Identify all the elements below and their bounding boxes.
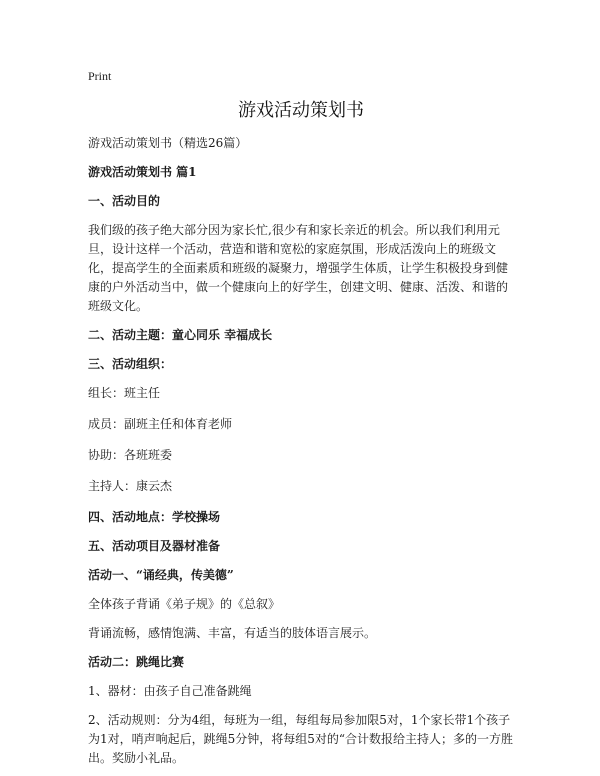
activity-2-item-2: 2、活动规则：分为4组，每班为一组，每组每局参加限5对，1个家长带1个孩子为1对，哨声响起后，跳绳5分钟，将每组5对的“合计数报给主持人；多的一方胜出。奖励小礼品。: [88, 713, 514, 765]
print-link[interactable]: Print: [88, 69, 112, 83]
section-heading-organization: 三、活动组织：: [88, 357, 173, 371]
activity-1-line-2: 背诵流畅，感情饱满、丰富，有适当的肢体语言展示。: [88, 626, 377, 640]
section-heading-location: 四、活动地点：学校操场: [88, 510, 221, 524]
org-host: 主持人：康云杰: [88, 479, 173, 493]
section-heading-projects: 五、活动项目及器材准备: [88, 539, 221, 553]
org-leader: 组长：班主任: [88, 386, 161, 400]
activity-2-item-1: 1、器材：由孩子自己准备跳绳: [88, 684, 252, 698]
section-heading-theme: 二、活动主题：童心同乐 幸福成长: [88, 328, 273, 342]
article-heading: 游戏活动策划书 篇1: [88, 165, 197, 179]
org-assist: 协助：各班班委: [88, 448, 173, 462]
document-subtitle: 游戏活动策划书（精选26篇）: [88, 136, 248, 150]
document-title: 游戏活动策划书: [238, 100, 364, 121]
section-heading-purpose: 一、活动目的: [88, 194, 161, 208]
activity-1-line-1: 全体孩子背诵《弟子规》的《总叙》: [88, 597, 281, 611]
activity-2-heading: 活动二：跳绳比赛: [88, 655, 185, 669]
org-members: 成员：副班主任和体育老师: [88, 417, 233, 431]
section-text-purpose: 我们级的孩子绝大部分因为家长忙,很少有和家长亲近的机会。所以我们利用元旦，设计这样一个活动，营造和谐和宽松的家庭氛围，形成活泼向上的班级文化，提高学生的全面素质和班级的凝聚力，增强学生体质，让学生积极投身到健康的户外活动当中，做一个健康向上的好学生，创建文明、健康、活泼、和谐的班级文化。: [88, 223, 509, 313]
activity-1-heading: 活动一、“诵经典，传美德”: [88, 568, 234, 582]
